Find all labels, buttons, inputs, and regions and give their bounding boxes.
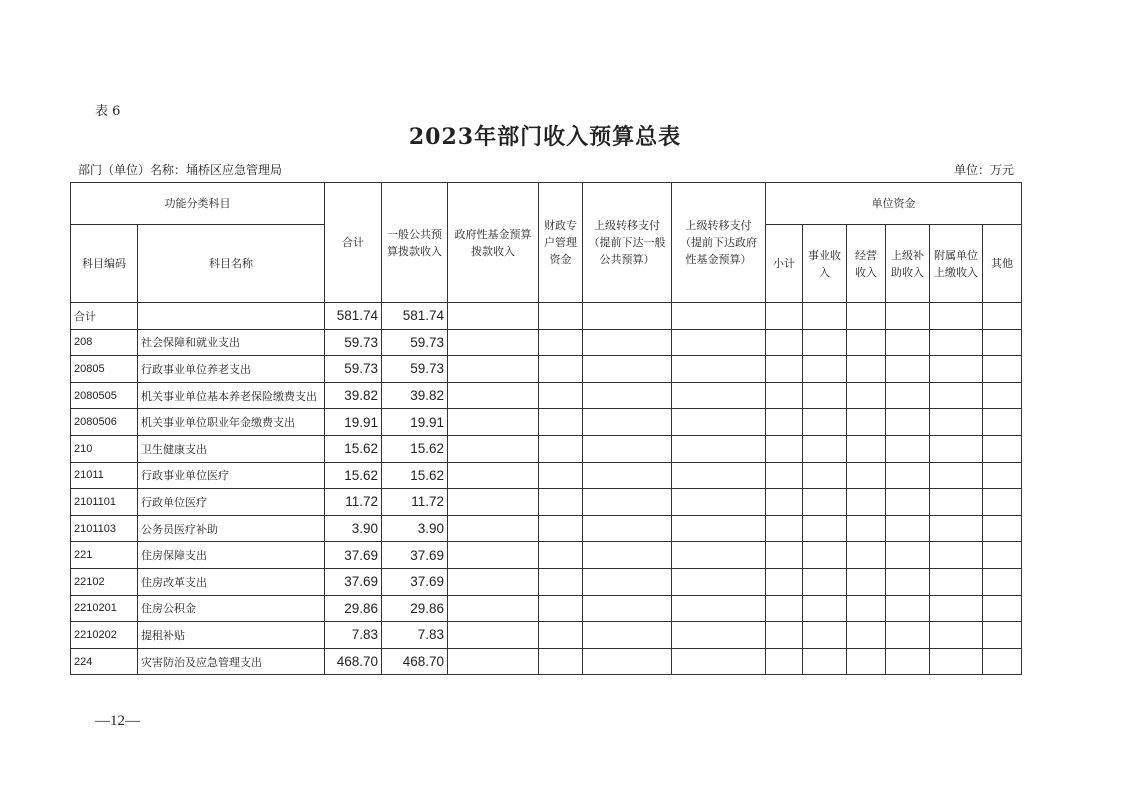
- subject-code-cell: 21011: [71, 462, 138, 489]
- general-public-cell: 19.91: [382, 409, 448, 436]
- table-row: [71, 542, 1022, 569]
- empty-cell: [886, 542, 930, 569]
- empty-cell: [672, 622, 766, 649]
- table-row: [71, 515, 1022, 542]
- header-total: 合计: [325, 183, 382, 303]
- empty-cell: [847, 648, 886, 675]
- empty-cell: [803, 382, 847, 409]
- general-public-cell: 37.69: [382, 568, 448, 595]
- empty-cell: [766, 409, 803, 436]
- empty-cell: [672, 409, 766, 436]
- empty-cell: [448, 303, 539, 330]
- general-public-cell: 15.62: [382, 462, 448, 489]
- general-public-cell: 11.72: [382, 489, 448, 516]
- empty-cell: [847, 303, 886, 330]
- empty-cell: [983, 648, 1022, 675]
- empty-cell: [583, 542, 672, 569]
- empty-cell: [886, 489, 930, 516]
- subject-name-cell: 公务员医疗补助: [138, 515, 325, 542]
- empty-cell: [672, 515, 766, 542]
- empty-cell: [672, 648, 766, 675]
- empty-cell: [930, 409, 983, 436]
- empty-cell: [766, 382, 803, 409]
- empty-cell: [448, 595, 539, 622]
- general-public-cell: 59.73: [382, 356, 448, 383]
- empty-cell: [983, 435, 1022, 462]
- subject-name-cell: 提租补贴: [138, 622, 325, 649]
- empty-cell: [847, 542, 886, 569]
- empty-cell: [766, 595, 803, 622]
- empty-cell: [539, 515, 583, 542]
- subject-name-cell: 机关事业单位基本养老保险缴费支出: [138, 382, 325, 409]
- general-public-cell: 37.69: [382, 542, 448, 569]
- empty-cell: [583, 622, 672, 649]
- empty-cell: [886, 409, 930, 436]
- empty-cell: [672, 568, 766, 595]
- empty-cell: [583, 435, 672, 462]
- table-row: [71, 435, 1022, 462]
- subject-name-cell: 社会保障和就业支出: [138, 329, 325, 356]
- empty-cell: [983, 356, 1022, 383]
- subject-code-cell: 20805: [71, 356, 138, 383]
- empty-cell: [539, 329, 583, 356]
- empty-cell: [448, 462, 539, 489]
- empty-cell: [803, 542, 847, 569]
- table-row: [71, 462, 1022, 489]
- empty-cell: [766, 329, 803, 356]
- empty-cell: [930, 568, 983, 595]
- empty-cell: [886, 329, 930, 356]
- empty-cell: [539, 409, 583, 436]
- empty-cell: [930, 542, 983, 569]
- empty-cell: [539, 382, 583, 409]
- empty-cell: [847, 595, 886, 622]
- header-affiliated-income: 附属单位上缴收入: [930, 225, 983, 303]
- empty-cell: [983, 515, 1022, 542]
- table-row: [71, 568, 1022, 595]
- empty-cell: [766, 462, 803, 489]
- header-subtotal: 小计: [766, 225, 803, 303]
- empty-cell: [930, 356, 983, 383]
- subject-code-cell: 2080506: [71, 409, 138, 436]
- page-number: —12—: [95, 713, 140, 729]
- empty-cell: [672, 329, 766, 356]
- empty-cell: [766, 489, 803, 516]
- total-cell: 3.90: [325, 515, 382, 542]
- empty-cell: [886, 382, 930, 409]
- department-name: 部门（单位）名称：埇桥区应急管理局: [78, 163, 283, 177]
- header-functional-category: 功能分类科目: [71, 183, 325, 225]
- empty-cell: [583, 382, 672, 409]
- total-cell: 37.69: [325, 542, 382, 569]
- empty-cell: [930, 595, 983, 622]
- header-business-income: 事业收入: [803, 225, 847, 303]
- header-fiscal-special: 财政专户管理资金: [539, 183, 583, 303]
- empty-cell: [886, 462, 930, 489]
- empty-cell: [983, 622, 1022, 649]
- empty-cell: [583, 515, 672, 542]
- total-cell: 468.70: [325, 648, 382, 675]
- subject-code-cell: 2210202: [71, 622, 138, 649]
- empty-cell: [448, 356, 539, 383]
- empty-cell: [847, 382, 886, 409]
- empty-cell: [766, 542, 803, 569]
- general-public-cell: 39.82: [382, 382, 448, 409]
- table-row: [71, 409, 1022, 436]
- empty-cell: [886, 595, 930, 622]
- empty-cell: [803, 568, 847, 595]
- empty-cell: [539, 489, 583, 516]
- empty-cell: [886, 303, 930, 330]
- empty-cell: [803, 435, 847, 462]
- subject-code-cell: 208: [71, 329, 138, 356]
- subject-code-cell: 2101103: [71, 515, 138, 542]
- total-cell: 19.91: [325, 409, 382, 436]
- empty-cell: [930, 462, 983, 489]
- subject-code-cell: 2080505: [71, 382, 138, 409]
- total-cell: 37.69: [325, 568, 382, 595]
- empty-cell: [930, 622, 983, 649]
- empty-cell: [803, 462, 847, 489]
- empty-cell: [803, 329, 847, 356]
- empty-cell: [886, 622, 930, 649]
- empty-cell: [448, 382, 539, 409]
- empty-cell: [983, 595, 1022, 622]
- empty-cell: [983, 303, 1022, 330]
- total-cell: 59.73: [325, 356, 382, 383]
- empty-cell: [539, 595, 583, 622]
- general-public-cell: 15.62: [382, 435, 448, 462]
- subject-code-cell: 合计: [71, 303, 138, 330]
- total-cell: 59.73: [325, 329, 382, 356]
- table-label: 表 6: [95, 104, 121, 119]
- empty-cell: [983, 382, 1022, 409]
- empty-cell: [803, 356, 847, 383]
- empty-cell: [847, 622, 886, 649]
- empty-cell: [583, 356, 672, 383]
- header-general-public: 一般公共预算拨款收入: [382, 183, 448, 303]
- empty-cell: [539, 542, 583, 569]
- subject-name-cell: 卫生健康支出: [138, 435, 325, 462]
- empty-cell: [847, 409, 886, 436]
- empty-cell: [766, 356, 803, 383]
- empty-cell: [766, 648, 803, 675]
- empty-cell: [803, 622, 847, 649]
- subject-name-cell: [138, 303, 325, 330]
- empty-cell: [448, 409, 539, 436]
- empty-cell: [672, 382, 766, 409]
- header-unit-funds: 单位资金: [766, 183, 1022, 225]
- subject-name-cell: 行政事业单位医疗: [138, 462, 325, 489]
- empty-cell: [983, 409, 1022, 436]
- subject-code-cell: 224: [71, 648, 138, 675]
- empty-cell: [886, 515, 930, 542]
- empty-cell: [847, 462, 886, 489]
- empty-cell: [766, 622, 803, 649]
- table-row: [71, 622, 1022, 649]
- empty-cell: [803, 409, 847, 436]
- empty-cell: [583, 489, 672, 516]
- empty-cell: [983, 542, 1022, 569]
- header-superior-subsidy: 上级补助收入: [886, 225, 930, 303]
- empty-cell: [539, 462, 583, 489]
- empty-cell: [539, 622, 583, 649]
- empty-cell: [930, 303, 983, 330]
- empty-cell: [448, 648, 539, 675]
- total-cell: 581.74: [325, 303, 382, 330]
- empty-cell: [847, 356, 886, 383]
- general-public-cell: 581.74: [382, 303, 448, 330]
- empty-cell: [847, 435, 886, 462]
- empty-cell: [886, 648, 930, 675]
- empty-cell: [448, 329, 539, 356]
- empty-cell: [803, 648, 847, 675]
- table-row: [71, 595, 1022, 622]
- table-row: [71, 648, 1022, 675]
- subject-name-cell: 机关事业单位职业年金缴费支出: [138, 409, 325, 436]
- table-row: [71, 356, 1022, 383]
- empty-cell: [539, 568, 583, 595]
- empty-cell: [847, 489, 886, 516]
- total-cell: 11.72: [325, 489, 382, 516]
- empty-cell: [448, 542, 539, 569]
- subject-code-cell: 210: [71, 435, 138, 462]
- header-other: 其他: [983, 225, 1022, 303]
- empty-cell: [672, 435, 766, 462]
- empty-cell: [539, 303, 583, 330]
- empty-cell: [983, 329, 1022, 356]
- subject-name-cell: 住房改革支出: [138, 568, 325, 595]
- empty-cell: [672, 595, 766, 622]
- subject-name-cell: 住房公积金: [138, 595, 325, 622]
- empty-cell: [583, 303, 672, 330]
- empty-cell: [803, 595, 847, 622]
- unit-label: 单位：万元: [953, 163, 1014, 177]
- empty-cell: [886, 356, 930, 383]
- empty-cell: [583, 462, 672, 489]
- header-subject-code: 科目编码: [71, 225, 138, 303]
- general-public-cell: 3.90: [382, 515, 448, 542]
- subject-code-cell: 2101101: [71, 489, 138, 516]
- empty-cell: [539, 648, 583, 675]
- subject-name-cell: 住房保障支出: [138, 542, 325, 569]
- empty-cell: [448, 489, 539, 516]
- header-transfer-fund: 上级转移支付（提前下达政府性基金预算）: [672, 183, 766, 303]
- empty-cell: [672, 462, 766, 489]
- header-operating-income: 经营收入: [847, 225, 886, 303]
- empty-cell: [930, 515, 983, 542]
- header-transfer-general: 上级转移支付（提前下达一般公共预算）: [583, 183, 672, 303]
- empty-cell: [583, 648, 672, 675]
- subject-name-cell: 行政事业单位养老支出: [138, 356, 325, 383]
- general-public-cell: 29.86: [382, 595, 448, 622]
- empty-cell: [672, 542, 766, 569]
- empty-cell: [803, 303, 847, 330]
- empty-cell: [930, 489, 983, 516]
- total-cell: 15.62: [325, 435, 382, 462]
- empty-cell: [983, 489, 1022, 516]
- document-title: 2023年部门收入预算总表: [408, 124, 682, 150]
- empty-cell: [886, 568, 930, 595]
- empty-cell: [583, 329, 672, 356]
- empty-cell: [672, 356, 766, 383]
- empty-cell: [803, 515, 847, 542]
- empty-cell: [448, 568, 539, 595]
- table-row: [71, 382, 1022, 409]
- empty-cell: [583, 409, 672, 436]
- empty-cell: [583, 595, 672, 622]
- subject-code-cell: 2210201: [71, 595, 138, 622]
- subject-name-cell: 行政单位医疗: [138, 489, 325, 516]
- empty-cell: [847, 568, 886, 595]
- total-cell: 7.83: [325, 622, 382, 649]
- empty-cell: [930, 329, 983, 356]
- total-cell: 39.82: [325, 382, 382, 409]
- general-public-cell: 468.70: [382, 648, 448, 675]
- empty-cell: [672, 303, 766, 330]
- empty-cell: [930, 648, 983, 675]
- budget-table: [70, 182, 1022, 675]
- table-row: [71, 489, 1022, 516]
- empty-cell: [847, 515, 886, 542]
- empty-cell: [448, 435, 539, 462]
- empty-cell: [583, 568, 672, 595]
- header-subject-name: 科目名称: [138, 225, 325, 303]
- empty-cell: [539, 356, 583, 383]
- empty-cell: [803, 489, 847, 516]
- empty-cell: [847, 329, 886, 356]
- empty-cell: [983, 568, 1022, 595]
- header-gov-fund: 政府性基金预算拨款收入: [448, 183, 539, 303]
- empty-cell: [448, 622, 539, 649]
- subject-name-cell: 灾害防治及应急管理支出: [138, 648, 325, 675]
- empty-cell: [983, 462, 1022, 489]
- empty-cell: [766, 568, 803, 595]
- empty-cell: [766, 435, 803, 462]
- empty-cell: [766, 515, 803, 542]
- empty-cell: [448, 515, 539, 542]
- empty-cell: [539, 435, 583, 462]
- empty-cell: [672, 489, 766, 516]
- empty-cell: [766, 303, 803, 330]
- subject-code-cell: 22102: [71, 568, 138, 595]
- subject-code-cell: 221: [71, 542, 138, 569]
- table-row: [71, 303, 1022, 330]
- general-public-cell: 59.73: [382, 329, 448, 356]
- total-cell: 15.62: [325, 462, 382, 489]
- empty-cell: [886, 435, 930, 462]
- general-public-cell: 7.83: [382, 622, 448, 649]
- empty-cell: [930, 382, 983, 409]
- total-cell: 29.86: [325, 595, 382, 622]
- table-row: [71, 329, 1022, 356]
- empty-cell: [930, 435, 983, 462]
